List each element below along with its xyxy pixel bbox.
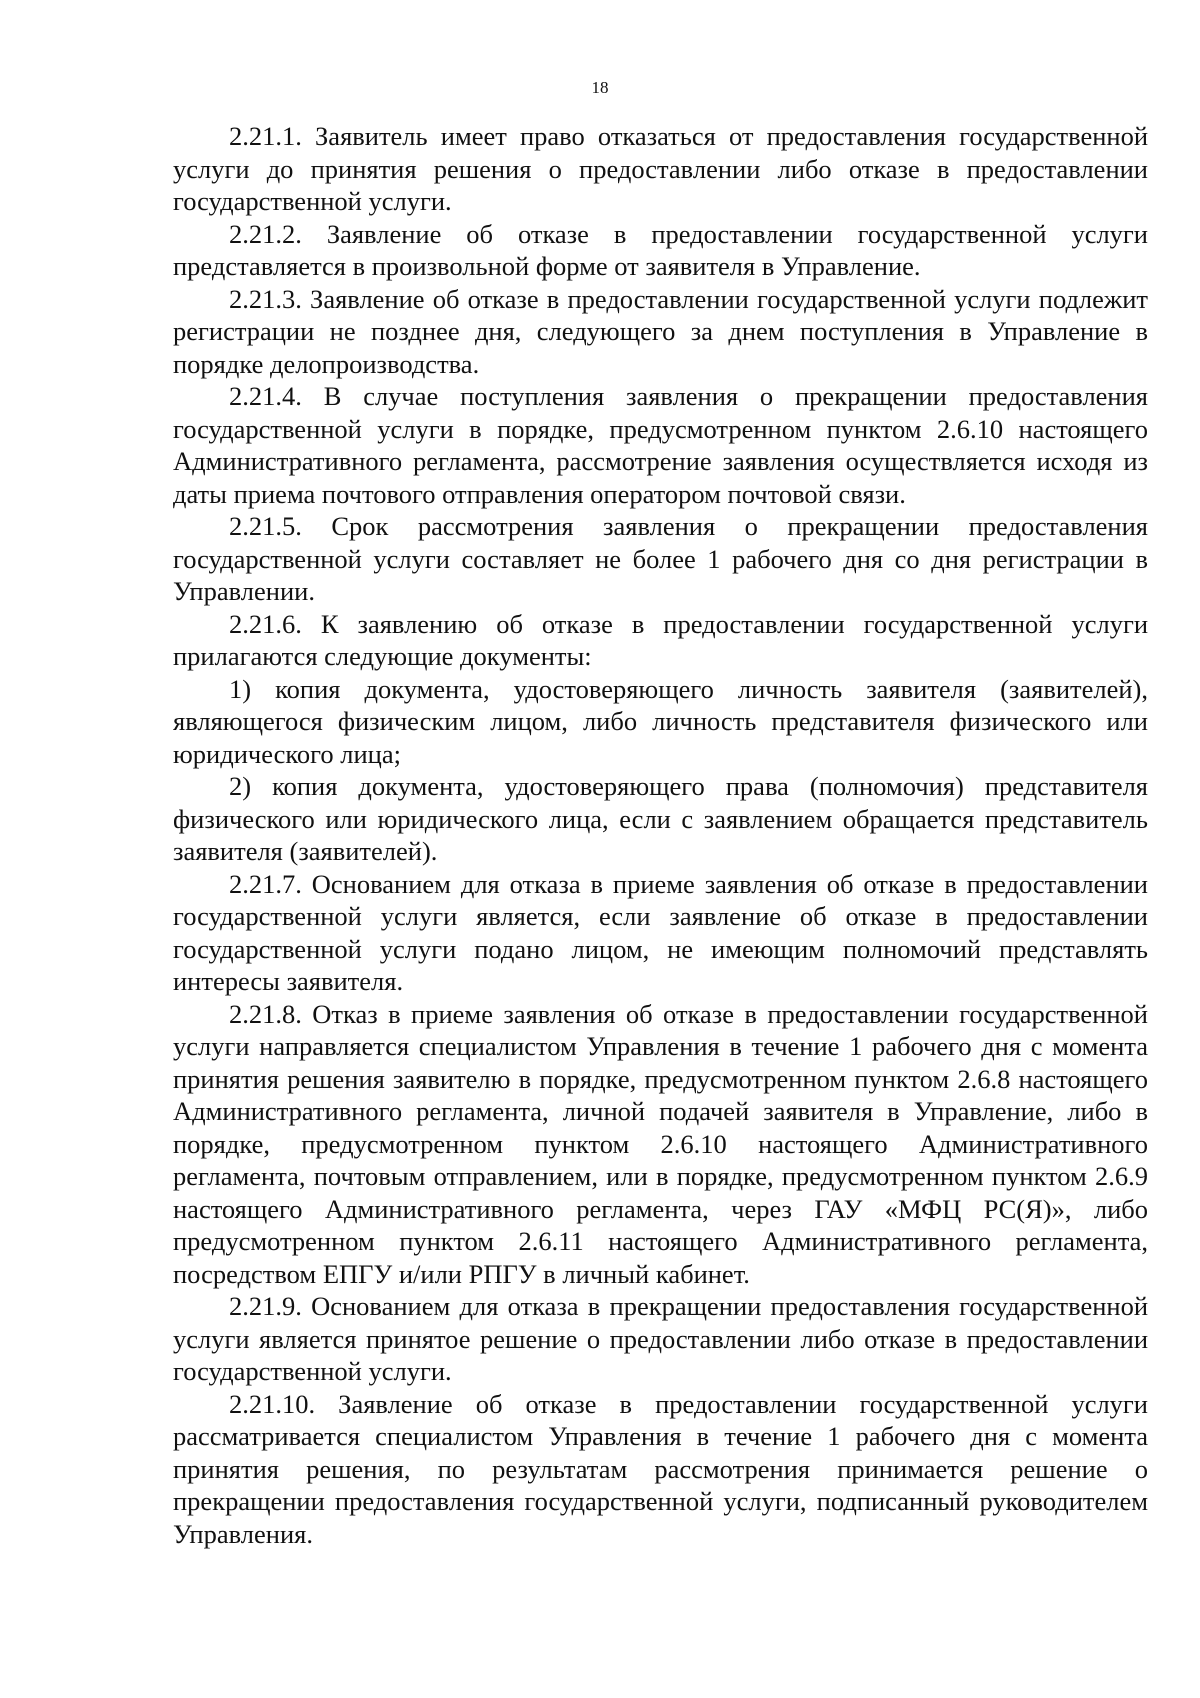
paragraph-2-21-7: 2.21.7. Основанием для отказа в приеме заявления об отказе в предоставлении государственной услуги является, если заявление об отказе в предоставлении государственной услуги подано лицом, не имеющим полномочий представлять интересы заявителя. [173, 868, 1148, 996]
list-item-1: 1) копия документа, удостоверяющего личность заявителя (заявителей), являющегося физическим лицом, либо личность представителя физического или юридического лица; [173, 673, 1148, 769]
document-body [173, 120, 1148, 1550]
list-item-2: 2) копия документа, удостоверяющего права (полномочия) представителя физического или юридического лица, если с заявлением обращается представитель заявителя (заявителей). [173, 771, 1148, 866]
paragraph-2-21-10: 2.21.10. Заявление об отказе в предоставлении государственной услуги рассматривается специалистом Управления в течение 1 рабочего дня с момента принятия решения, по результатам рассмотрения принимается решение о прекращении предоставления государственной услуги, подписанный руководителем Управления. [173, 1388, 1148, 1549]
paragraph-2-21-9: 2.21.9. Основанием для отказа в прекращении предоставления государственной услуги является принятое решение о предоставлении либо отказе в предоставлении государственной услуги. [173, 1291, 1148, 1386]
paragraph-2-21-6: 2.21.6. К заявлению об отказе в предоставлении государственной услуги прилагаются следующие документы: [173, 608, 1148, 671]
paragraph-2-21-1: 2.21.1. Заявитель имеет право отказаться от предоставления государственной услуги до принятия решения о предоставлении либо отказе в предоставлении государственной услуги. [173, 121, 1148, 216]
paragraph-2-21-5: 2.21.5. Срок рассмотрения заявления о прекращении предоставления государственной услуги составляет не более 1 рабочего дня со дня регистрации в Управлении. [173, 511, 1148, 606]
page-number: 18 [591, 78, 609, 97]
paragraph-2-21-4: 2.21.4. В случае поступления заявления о прекращении предоставления государственной услуги в порядке, предусмотренном пунктом 2.6.10 настоящего Административного регламента, рассмотрение заявления осуществляется исходя из даты приема почтового отправления оператором почтовой связи. [173, 381, 1148, 509]
paragraph-2-21-2: 2.21.2. Заявление об отказе в предоставлении государственной услуги представляется в произвольной форме от заявителя в Управление. [173, 218, 1148, 281]
paragraph-2-21-3: 2.21.3. Заявление об отказе в предоставлении государственной услуги подлежит регистрации не позднее дня, следующего за днем поступления в Управление в порядке делопроизводства. [173, 283, 1148, 379]
paragraph-2-21-8: 2.21.8. Отказ в приеме заявления об отказе в предоставлении государственной услуги направляется специалистом Управления в течение 1 рабочего дня с момента принятия решения заявителю в порядке, предусмотренном пунктом 2.6.8 настоящего Административного регламента, личной подачей заявителя в Управление, либо в порядке, предусмотренном пунктом 2.6.10 настоящего Административного регламента, почтовым отправлением, или в порядке, предусмотренном пунктом 2.6.9 настоящего Административного регламента, через ГАУ «МФЦ РС(Я)», либо предусмотренном пунктом 2.6.11 настоящего Административного регламента, посредством ЕПГУ и/или РПГУ в личный кабинет. [173, 998, 1148, 1289]
